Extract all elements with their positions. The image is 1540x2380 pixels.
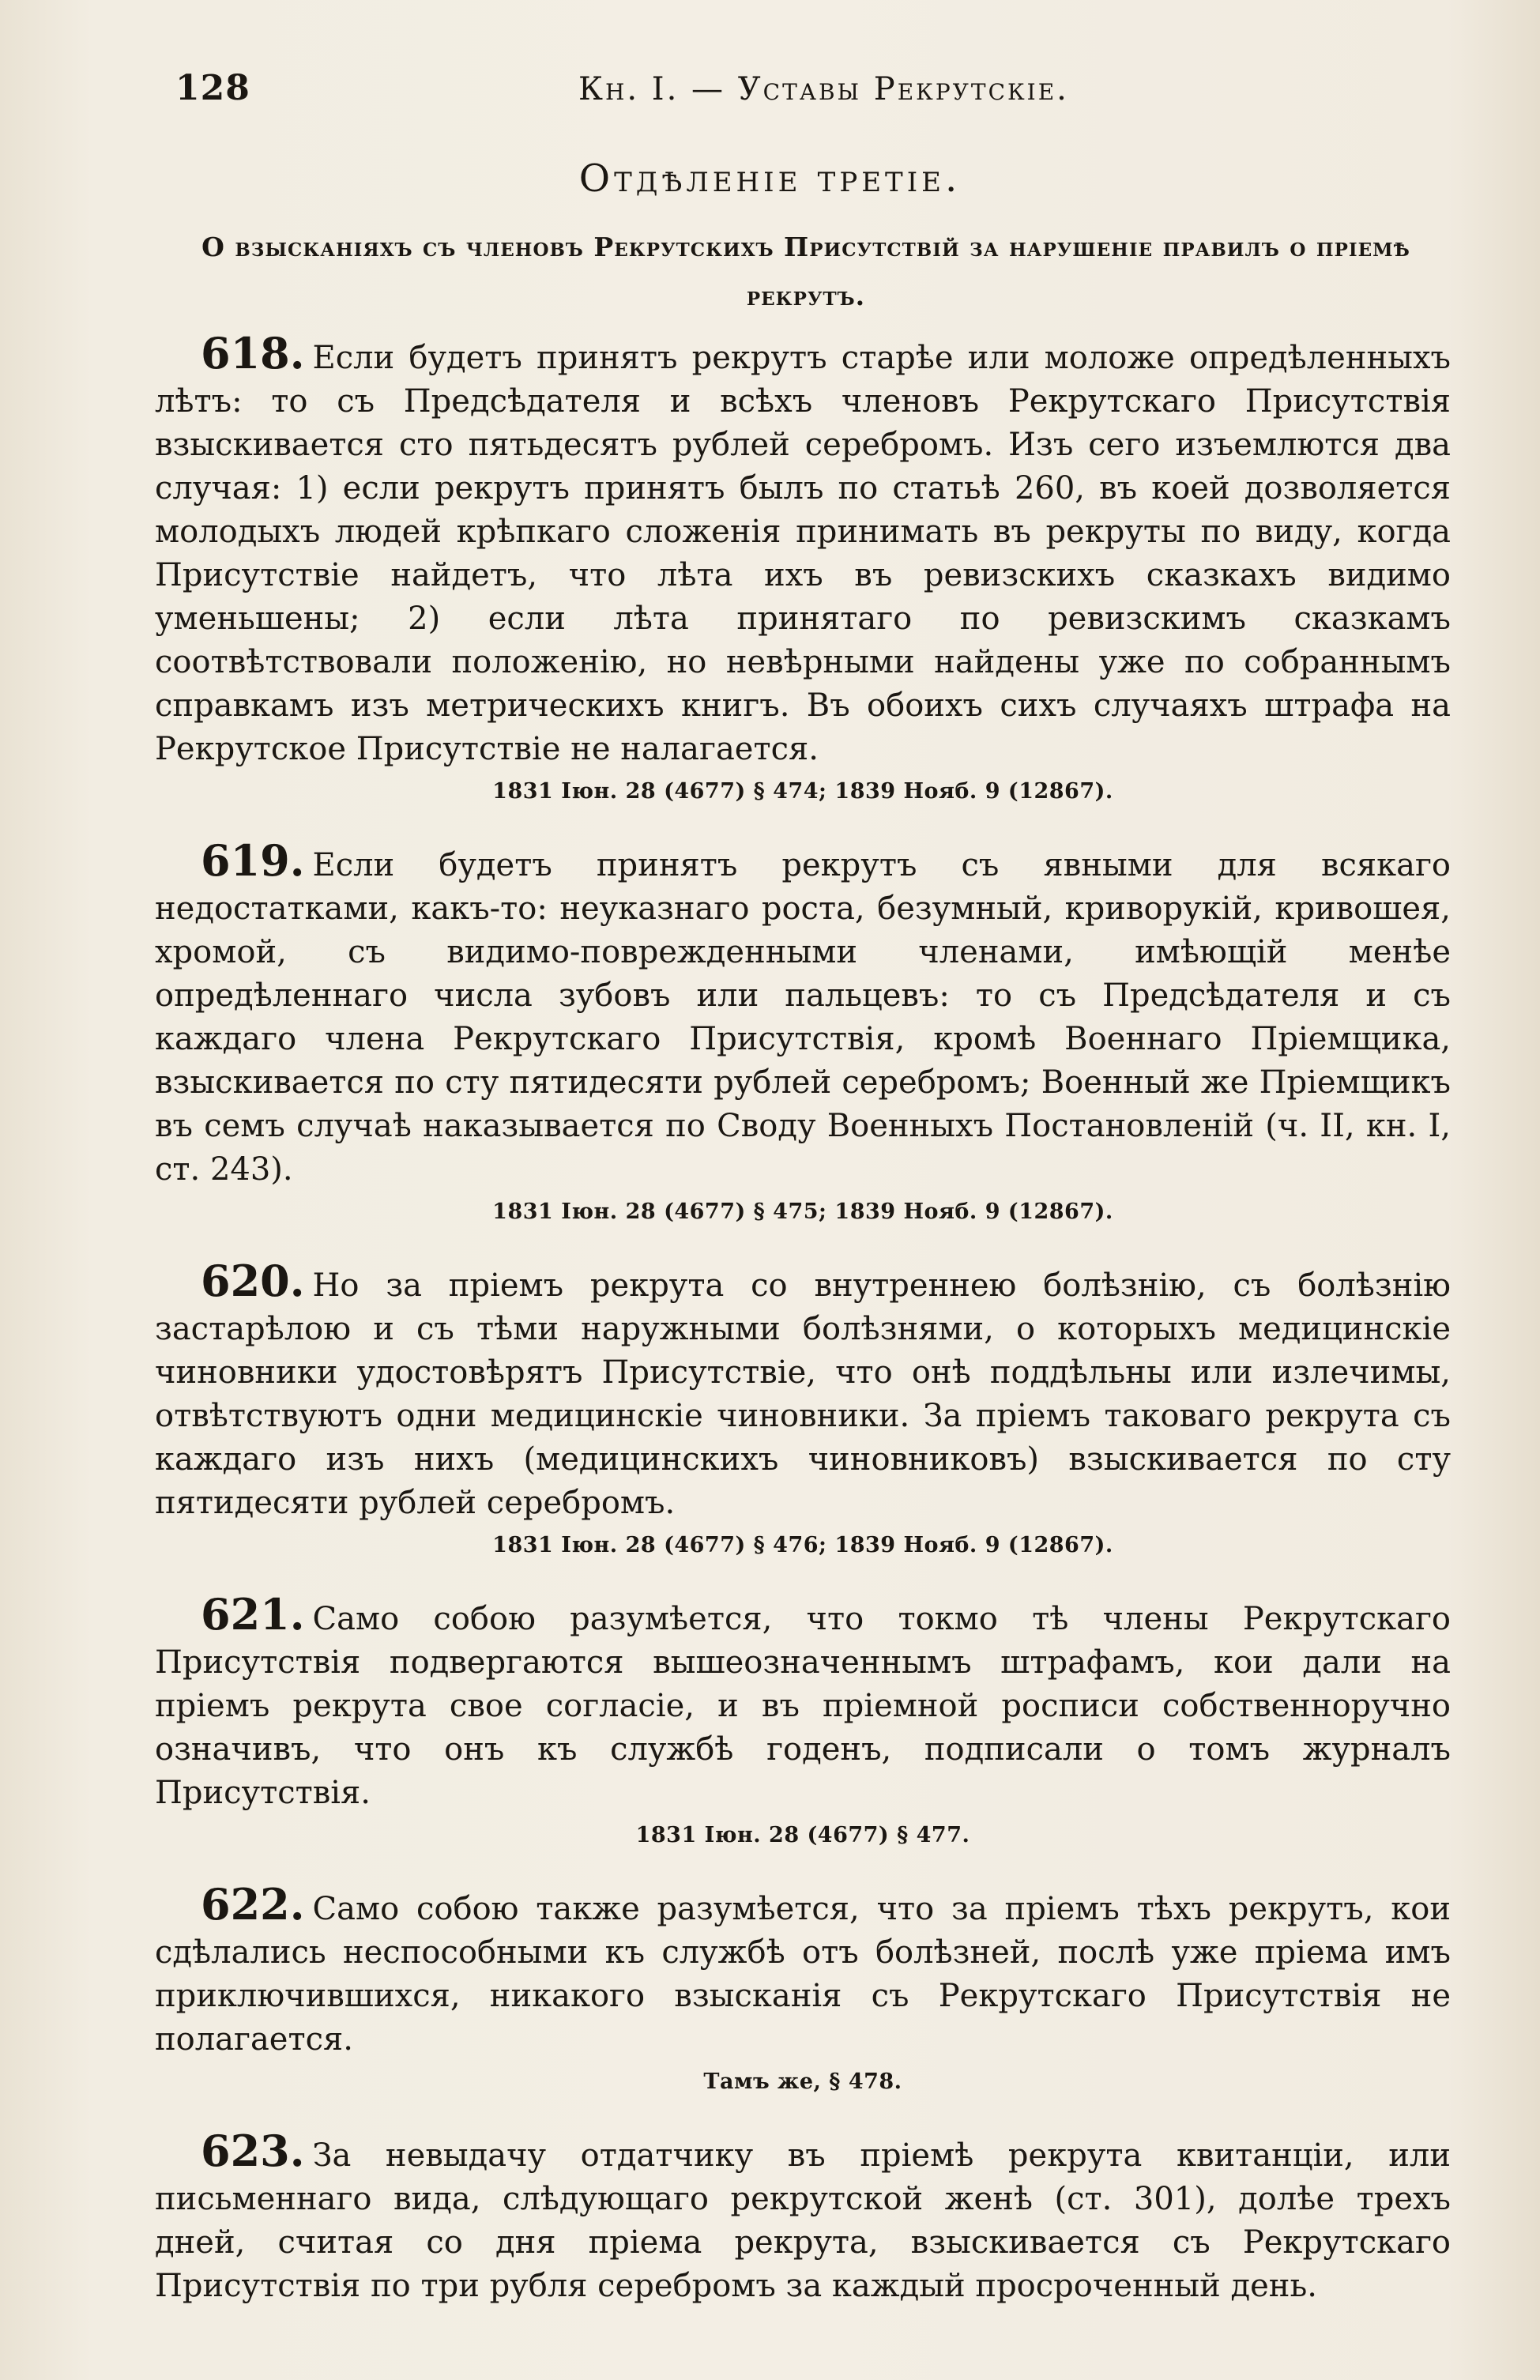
running-title: Кн. I. — Уставы Рекрутскіе. (578, 71, 1069, 107)
article-paragraph (155, 1589, 1451, 1815)
article-paragraph (155, 1879, 1451, 2062)
article-body: Но за пріемъ рекрута со внутреннею болѣзнію, съ болѣзнію застарѣлою и съ тѣми наружными болѣзнями, о которыхъ медицинскіе чиновники удостовѣрятъ Присутствіе, что онѣ поддѣльны или излечимы, отвѣтствуютъ одни медицинскіе чиновники. За пріемъ таковаго рекрута съ каждаго изъ нихъ (медицинскихъ чиновниковъ) взыскивается по сту пятидесяти рублей серебромъ. (155, 1267, 1451, 1521)
article-number: 621. (201, 1589, 305, 1640)
article-paragraph (155, 1256, 1451, 1525)
page-number: 128 (175, 68, 250, 108)
article-citation: 1831 Іюн. 28 (4677) § 474; 1839 Нояб. 9 (12867). (492, 779, 1113, 804)
article-number: 620. (201, 1256, 305, 1306)
article-number: 622. (201, 1879, 305, 1930)
article-paragraph (155, 2126, 1451, 2308)
article-623 (155, 2126, 1451, 2308)
articles-list (155, 328, 1451, 2338)
article-number: 619. (201, 835, 305, 886)
article-body: Если будетъ принятъ рекрутъ старѣе или моложе опредѣленныхъ лѣтъ: то съ Предсѣдателя и всѣхъ членовъ Рекрутскаго Присутствія взыскивается сто пятьдесятъ рублей серебромъ. Изъ сего изъемлются два случая: 1) если рекрутъ принятъ былъ по статьѣ 260, въ коей дозволяется молодыхъ людей крѣпкаго сложенія принимать въ рекруты по виду, когда Присутствіе найдетъ, что лѣта ихъ въ ревизскихъ сказкахъ видимо уменьшены; 2) если лѣта принятаго по ревизскимъ сказкамъ соотвѣтствовали положенію, но невѣрными найдены уже по собраннымъ справкамъ изъ метрическихъ книгъ. Въ обоихъ сихъ случаяхъ штрафа на Рекрутское Присутствіе не налагается. (155, 340, 1451, 767)
article-citation: 1831 Іюн. 28 (4677) § 477. (635, 1823, 970, 1847)
article-paragraph (155, 835, 1451, 1192)
article-620 (155, 1256, 1451, 1563)
article-body: Само собою также разумѣется, что за пріемъ тѣхъ рекрутъ, кои сдѣлались неспособными къ службѣ отъ болѣзней, послѣ уже пріема имъ приключившихся, никакого взысканія съ Рекрутскаго Присутствія не полагается. (155, 1891, 1451, 2058)
section-title: Отдѣленіе третіе. (578, 156, 962, 201)
article-citation: 1831 Іюн. 28 (4677) § 476; 1839 Нояб. 9 (12867). (492, 1533, 1113, 1557)
article-number: 623. (201, 2126, 305, 2176)
article-body: За невыдачу отдатчику въ пріемѣ рекрута квитанціи, или письменнаго вида, слѣдующаго рекрутской женѣ (ст. 301), долѣе трехъ дней, считая со дня пріема рекрута, взыскивается съ Рекрутскаго Присутствія по три рубля серебромъ за каждый просроченный день. (155, 2137, 1451, 2304)
section-subtitle: О взысканіяхъ съ членовъ Рекрутскихъ Присутствій за нарушеніе правилъ о пріемѣ рекрутъ. (201, 232, 1410, 311)
article-621 (155, 1589, 1451, 1853)
article-618 (155, 328, 1451, 809)
article-body: Если будетъ принятъ рекрутъ съ явными для всякаго недостатками, какъ-то: неуказнаго роста, безумный, криворукій, кривошея, хромой, съ видимо-поврежденными членами, имѣющій менѣе опредѣленнаго числа зубовъ или пальцевъ: то съ Предсѣдателя и съ каждаго члена Рекрутскаго Присутствія, кромѣ Военнаго Пріемщика, взыскивается по сту пятидесяти рублей серебромъ; Военный же Пріемщикъ въ семъ случаѣ наказывается по Своду Военныхъ Постановленій (ч. II, кн. I, ст. 243). (155, 847, 1451, 1188)
article-619 (155, 835, 1451, 1230)
running-head (175, 68, 1453, 115)
article-body: Само собою разумѣется, что токмо тѣ члены Рекрутскаго Присутствія подвергаются вышеозначеннымъ штрафамъ, кои дали на пріемъ рекрута свое согласіе, и въ пріемной росписи собственноручно означивъ, что онъ къ службѣ годенъ, подписали о томъ журналъ Присутствія. (155, 1601, 1451, 1811)
article-number: 618. (201, 328, 305, 378)
article-citation: 1831 Іюн. 28 (4677) § 475; 1839 Нояб. 9 (12867). (492, 1199, 1113, 1224)
article-citation: Тамъ же, § 478. (703, 2069, 902, 2094)
article-622 (155, 1879, 1451, 2099)
article-paragraph (155, 328, 1451, 771)
